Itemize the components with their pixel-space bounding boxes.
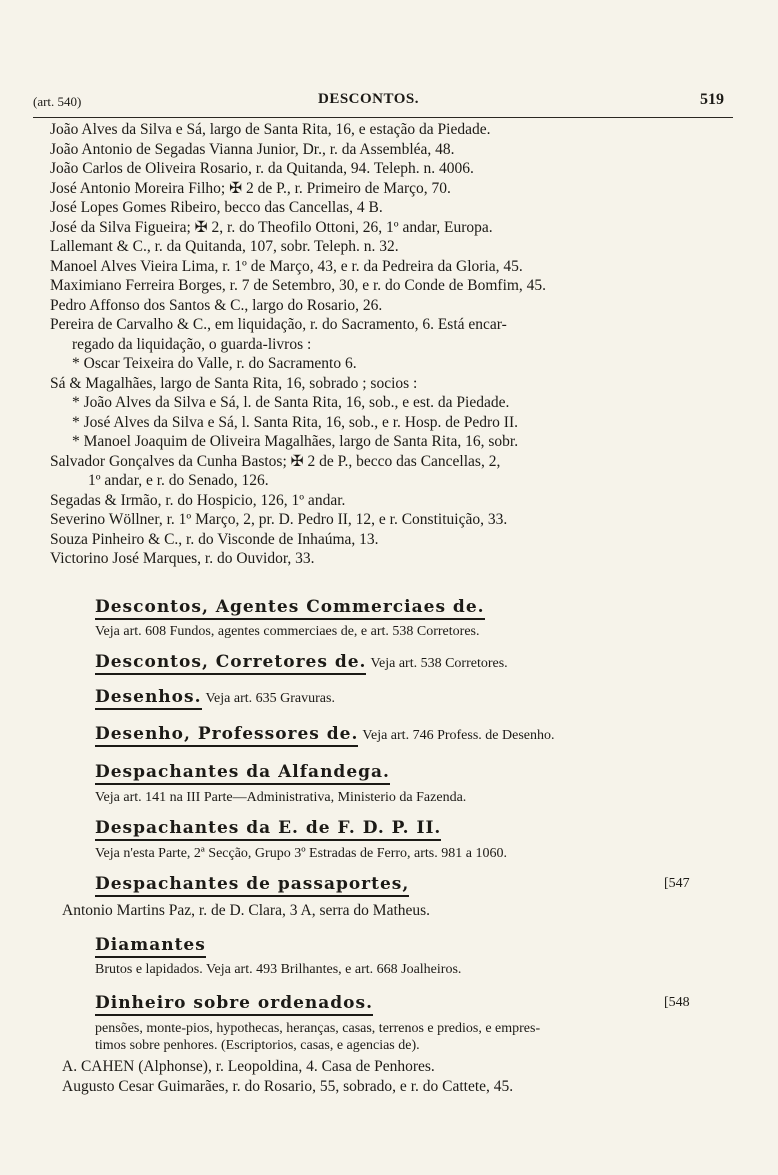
list-item: José Lopes Gomes Ribeiro, becco das Cancellas, 4 B. <box>50 199 383 216</box>
section-heading: Desenho, Professores de. Veja art. 746 Profess. de Desenho. <box>95 724 554 747</box>
section-text: pensões, monte-pios, hypothecas, heranças, casas, terrenos e predios, e empres- <box>95 1021 541 1036</box>
list-item: * José Alves da Silva e Sá, l. Santa Rita, 16, sob., e r. Hosp. de Pedro II. <box>72 413 519 431</box>
list-item: * Oscar Teixeira do Valle, r. do Sacramento 6. <box>72 355 357 372</box>
list-item: Salvador Gonçalves da Cunha Bastos; ✠ 2 de P., becco das Cancellas, 2, <box>50 452 501 470</box>
section-entry: A. CAHEN (Alphonse), r. Leopoldina, 4. Casa de Penhores. <box>62 1058 435 1075</box>
list-item: Victorino José Marques, r. do Ouvidor, 33. <box>50 550 315 567</box>
list-item: regado da liquidação, o guarda-livros : <box>72 335 312 353</box>
section-heading: Diamantes <box>95 935 206 958</box>
list-item: * João Alves da Silva e Sá, l. de Santa Rita, 16, sob., e est. da Piedade. <box>72 394 510 411</box>
section-text: Veja art. 608 Fundos, agentes commerciaes de, e art. 538 Corretores. <box>95 624 480 639</box>
section-heading: Despachantes da E. de F. D. P. II. <box>95 818 441 841</box>
article-ref-547: [547 <box>664 876 690 891</box>
list-item: Severino Wöllner, r. 1º Março, 2, pr. D. Pedro II, 12, e r. Constituição, 33. <box>50 511 508 528</box>
list-item: Segadas & Irmão, r. do Hospicio, 126, 1º andar. <box>50 491 346 509</box>
article-ref: (art. 540) <box>33 94 82 109</box>
list-item: Lallemant & C., r. da Quitanda, 107, sobr. Teleph. n. 32. <box>50 238 399 255</box>
section-entry: Antonio Martins Paz, r. de D. Clara, 3 A, serra do Matheus. <box>62 902 431 919</box>
list-item: 1º andar, e r. do Senado, 126. <box>88 472 269 489</box>
list-item: João Carlos de Oliveira Rosario, r. da Quitanda, 94. Teleph. n. 4006. <box>50 160 474 177</box>
section-heading: Descontos, Agentes Commerciaes de. <box>95 597 485 620</box>
list-item: Sá & Magalhães, largo de Santa Rita, 16, sobrado ; socios : <box>50 374 418 392</box>
section-heading: Descontos, Corretores de. Veja art. 538 Corretores. <box>95 652 508 675</box>
page-title: DESCONTOS. <box>318 91 420 107</box>
list-item: Pedro Affonso dos Santos & C., largo do Rosario, 26. <box>50 296 383 314</box>
section-text: Veja art. 141 na III Parte—Administrativa, Ministerio da Fazenda. <box>95 790 467 805</box>
section-entry: Augusto Cesar Guimarães, r. do Rosario, 55, sobrado, e r. do Cattete, 45. <box>62 1078 514 1095</box>
list-item: João Alves da Silva e Sá, largo de Santa Rita, 16, e estação da Piedade. <box>50 121 491 138</box>
header-rule <box>33 117 733 118</box>
list-item: José Antonio Moreira Filho; ✠ 2 de P., r. Primeiro de Março, 70. <box>50 179 451 197</box>
section-text: Veja n'esta Parte, 2ª Secção, Grupo 3º Estradas de Ferro, arts. 981 a 1060. <box>95 846 507 861</box>
section-text: timos sobre penhores. (Escriptorios, casas, e agencias de). <box>95 1038 420 1053</box>
page-number: 519 <box>700 91 724 108</box>
section-heading: Despachantes da Alfandega. <box>95 762 390 785</box>
section-heading: Desenhos. Veja art. 635 Gravuras. <box>95 687 335 710</box>
article-ref-548: [548 <box>664 995 690 1010</box>
list-item: Manoel Alves Vieira Lima, r. 1º de Março, 43, e r. da Pedreira da Gloria, 45. <box>50 257 523 275</box>
list-item: Maximiano Ferreira Borges, r. 7 de Setembro, 30, e r. do Conde de Bomfim, 45. <box>50 277 547 294</box>
section-text: Brutos e lapidados. Veja art. 493 Brilhantes, e art. 668 Joalheiros. <box>95 962 462 977</box>
list-item: * Manoel Joaquim de Oliveira Magalhães, largo de Santa Rita, 16, sobr. <box>72 433 519 450</box>
section-heading: Dinheiro sobre ordenados. <box>95 993 373 1016</box>
list-item: José da Silva Figueira; ✠ 2, r. do Theofilo Ottoni, 26, 1º andar, Europa. <box>50 218 493 236</box>
list-item: Souza Pinheiro & C., r. do Visconde de Inhaúma, 13. <box>50 530 379 548</box>
entry-list <box>50 120 710 569</box>
list-item: Pereira de Carvalho & C., em liquidação, r. do Sacramento, 6. Está encar- <box>50 316 507 333</box>
section-heading: Despachantes de passaportes, <box>95 874 409 897</box>
list-item: João Antonio de Segadas Vianna Junior, Dr., r. da Assembléa, 48. <box>50 140 455 158</box>
